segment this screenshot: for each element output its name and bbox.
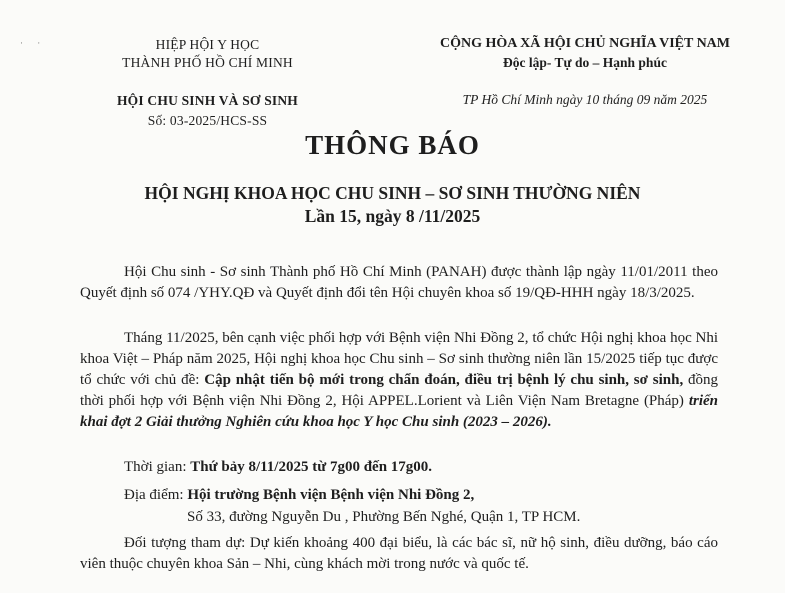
org-name-line1: HIỆP HỘI Y HỌC [155, 37, 260, 52]
paragraph-attendees: Đối tượng tham dự: Dự kiến khoảng 400 đại biểu, là các bác sĩ, nữ hộ sinh, điều dưỡng, báo cáo viên thuộc chuyên khoa Sản – Nhi, cùng khách mời trong nước và quốc tế. [80, 535, 718, 572]
venue-line [124, 487, 474, 504]
issuing-unit: HỘI CHU SINH VÀ SƠ SINH [116, 93, 299, 108]
document-title: THÔNG BÁO [305, 130, 480, 160]
paragraph-intro: Hội Chu sinh - Sơ sinh Thành phố Hồ Chí Minh (PANAH) được thành lập ngày 11/01/2011 theo Quyết định số 074 /YHY.QĐ và Quyết định đổi tên Hội chuyên khoa số 19/QĐ-HHH ngày 18/3/2025. [80, 264, 718, 301]
paragraph-conference-text2: đồng thời phối hợp với Bệnh viện Nhi Đồng 2, Hội APPEL.Lorient và Liên Viện Nam Bretagne (Pháp) [80, 372, 719, 409]
venue-value: Hội trường Bệnh viện Bệnh viện Nhi Đồng 2, [187, 487, 475, 503]
conference-title: HỘI NGHỊ KHOA HỌC CHU SINH – SƠ SINH THƯỜNG NIÊN [144, 183, 641, 203]
national-motto: Độc lập- Tự do – Hạnh phúc [503, 55, 667, 70]
paragraph-conference-text1: Tháng 11/2025, bên cạnh việc phối hợp với Bệnh viện Nhi Đồng 2, tổ chức Hội nghị khoa học Nhi khoa Việt – Pháp năm 2025, Hội nghị khoa học Chu sinh – Sơ sinh thường niên lần 15/2025 tiếp tục được tổ chức với chủ đề: [80, 330, 718, 388]
venue-address: Số 33, đường Nguyễn Du , Phường Bến Nghé, Quận 1, TP HCM. [187, 509, 581, 525]
time-value: Thứ bảy 8/11/2025 từ 7g00 đến 17g00. [190, 459, 433, 475]
document-number: Số: 03-2025/HCS-SS [147, 113, 268, 128]
paragraph-conference [80, 328, 718, 433]
country-name: CỘNG HÒA XÃ HỘI CHỦ NGHĨA VIỆT NAM [439, 36, 730, 51]
venue-label: Địa điểm: [124, 487, 188, 503]
time-line [124, 459, 432, 476]
time-label: Thời gian: [124, 459, 191, 475]
org-name-line2: THÀNH PHỐ HỒ CHÍ MINH [122, 55, 293, 70]
conference-topic: Cập nhật tiến bộ mới trong chẩn đoán, điều trị bệnh lý chu sinh, sơ sinh, [204, 372, 684, 388]
scan-specks: · · [20, 38, 47, 48]
conference-edition: Lần 15, ngày 8 /11/2025 [304, 206, 481, 226]
research-award: triển khai đợt 2 Giải thưởng Nghiên cứu khoa học Y học Chu sinh (2023 – 2026). [80, 393, 718, 430]
place-date: TP Hồ Chí Minh ngày 10 tháng 09 năm 2025 [462, 92, 708, 107]
